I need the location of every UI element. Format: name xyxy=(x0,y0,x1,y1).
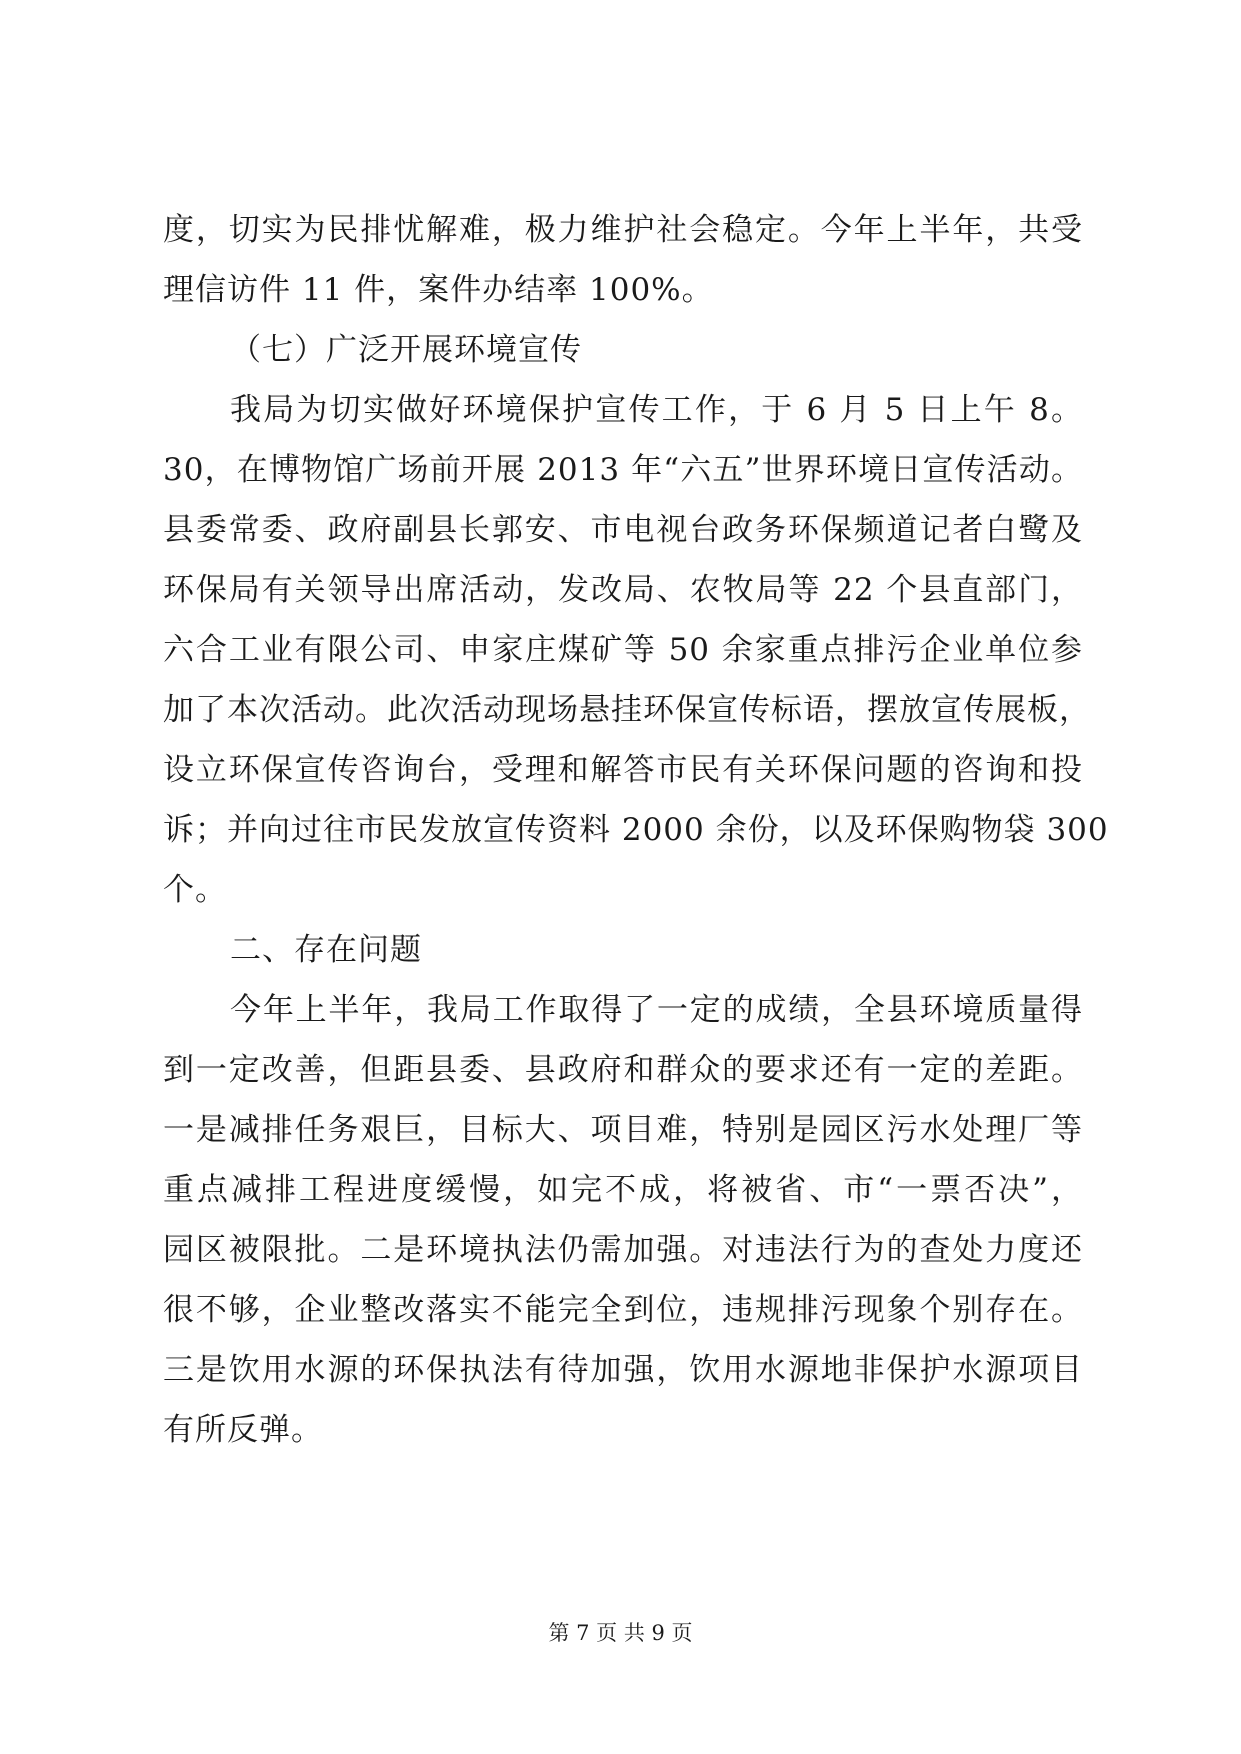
body-text-line: 三是饮用水源的环保执法有待加强，饮用水源地非保护水源项目 xyxy=(163,1352,1083,1388)
body-text-line: 县委常委、政府副县长郭安、市电视台政务环保频道记者白鹭及 xyxy=(163,512,1083,548)
section-heading: 二、存在问题 xyxy=(230,932,422,968)
body-text-line: 理信访件 11 件，案件办结率 100%。 xyxy=(163,272,714,308)
body-text-line: 今年上半年，我局工作取得了一定的成绩，全县环境质量得 xyxy=(230,992,1083,1028)
body-text-line: 诉；并向过往市民发放宣传资料 2000 余份，以及环保购物袋 300 xyxy=(163,812,1109,848)
body-text-line: 环保局有关领导出席活动，发改局、农牧局等 22 个县直部门， xyxy=(163,572,1083,608)
page-number-footer: 第 7 页 共 9 页 xyxy=(548,1621,693,1645)
body-text-line: 园区被限批。二是环境执法仍需加强。对违法行为的查处力度还 xyxy=(163,1232,1083,1268)
body-text-line: 一是减排任务艰巨，目标大、项目难，特别是园区污水处理厂等 xyxy=(163,1112,1083,1148)
body-text-line: 很不够，企业整改落实不能完全到位，违规排污现象个别存在。 xyxy=(163,1292,1083,1328)
body-text-line: 设立环保宣传咨询台，受理和解答市民有关环保问题的咨询和投 xyxy=(163,752,1083,788)
body-text-line: 到一定改善，但距县委、县政府和群众的要求还有一定的差距。 xyxy=(163,1052,1083,1088)
body-text-line: 个。 xyxy=(163,872,227,908)
body-text-line: 重点减排工程进度缓慢，如完不成，将被省、市“一票否决”， xyxy=(163,1172,1083,1208)
body-text-line: 有所反弹。 xyxy=(163,1412,323,1448)
section-heading: （七）广泛开展环境宣传 xyxy=(230,332,582,368)
body-text-line: 30，在博物馆广场前开展 2013 年“六五”世界环境日宣传活动。 xyxy=(163,452,1083,488)
body-text-line: 度，切实为民排忧解难，极力维护社会稳定。今年上半年，共受 xyxy=(163,212,1083,248)
body-text-line: 六合工业有限公司、申家庄煤矿等 50 余家重点排污企业单位参 xyxy=(163,632,1083,668)
body-text-line: 加了本次活动。此次活动现场悬挂环保宣传标语，摆放宣传展板， xyxy=(163,692,1091,728)
body-text-line: 我局为切实做好环境保护宣传工作，于 6 月 5 日上午 8。 xyxy=(230,392,1083,428)
